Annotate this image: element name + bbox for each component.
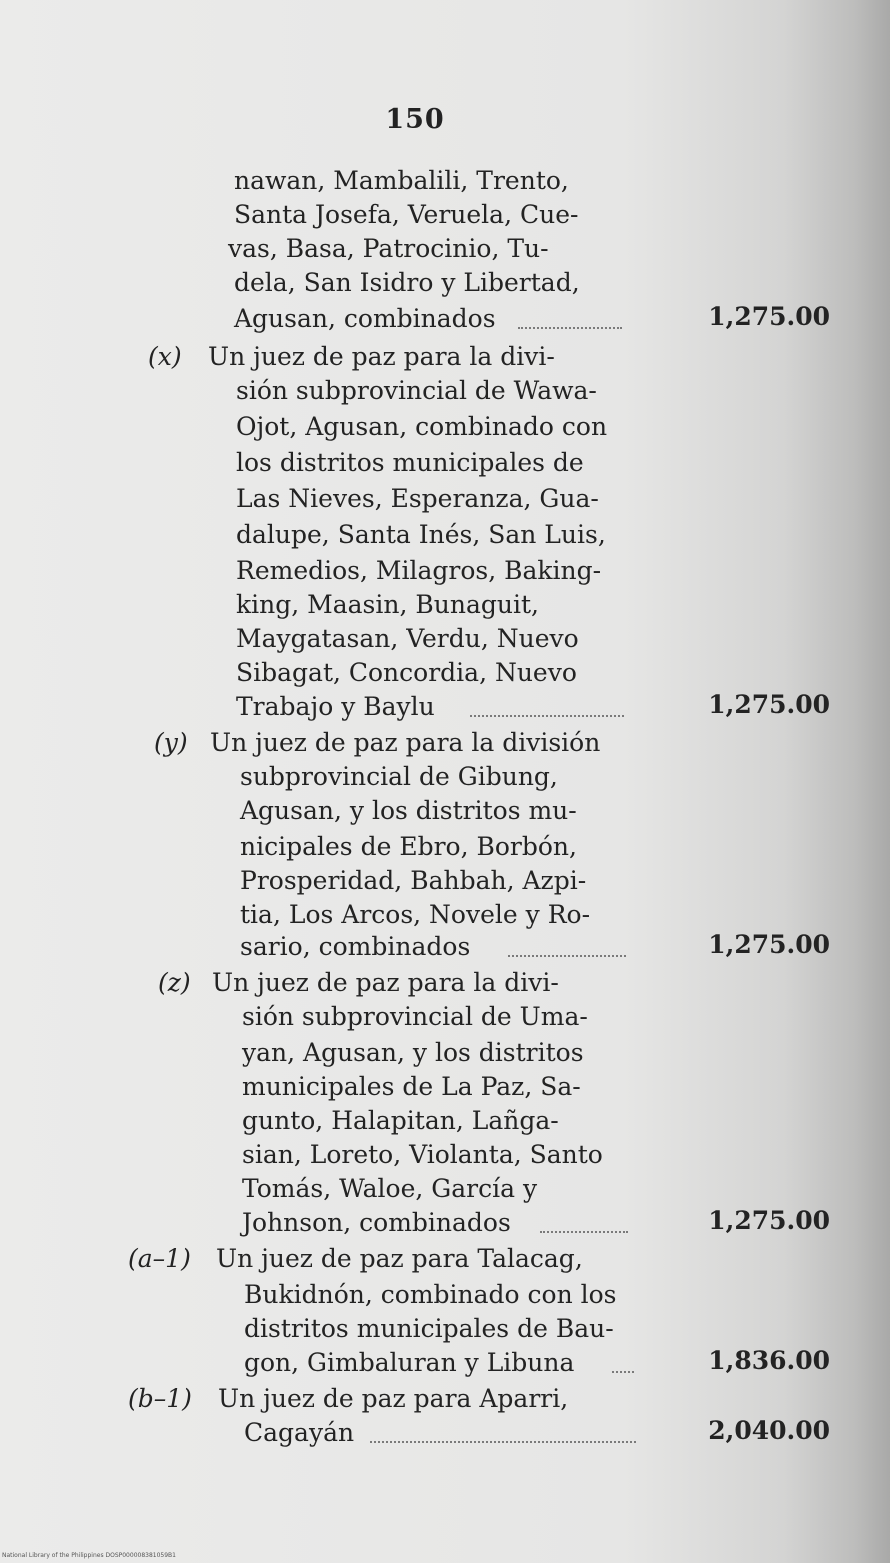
entry-line: Remedios, Milagros, Baking- xyxy=(236,556,602,585)
entry-line: gunto, Halapitan, Lañga- xyxy=(242,1106,559,1135)
leader-dots xyxy=(540,1231,628,1233)
entry-line: king, Maasin, Bunaguit, xyxy=(236,590,539,619)
entry-line: subprovincial de Gibung, xyxy=(240,762,558,791)
entry-line: Johnson, combinados xyxy=(242,1208,511,1237)
entry-line: Ojot, Agusan, combinado con xyxy=(236,412,608,441)
entry-line: sión subprovincial de Uma- xyxy=(242,1002,588,1031)
entry-amount: 1,275.00 xyxy=(708,930,830,959)
entry-line: nicipales de Ebro, Borbón, xyxy=(240,832,577,861)
entry-line: gon, Gimbaluran y Libuna xyxy=(244,1348,575,1377)
footer-credit: National Library of the Philippines DOSP000008381059B1 xyxy=(2,1552,176,1559)
entry-label: (a–1) xyxy=(128,1244,191,1273)
entry-line: Agusan, y los distritos mu- xyxy=(240,796,577,825)
entry-line: Bukidnón, combinado con los xyxy=(244,1280,617,1309)
entry-line: Agusan, combinados xyxy=(234,304,496,333)
entry-line: distritos municipales de Bau- xyxy=(244,1314,614,1343)
entry-line: Maygatasan, Verdu, Nuevo xyxy=(236,624,579,653)
entry-line: dalupe, Santa Inés, San Luis, xyxy=(236,520,606,549)
leader-dots xyxy=(370,1441,636,1443)
entry-line: Trabajo y Baylu xyxy=(236,692,435,721)
page-number: 150 xyxy=(385,104,445,135)
entry-label: (y) xyxy=(154,728,188,757)
entry-amount: 1,275.00 xyxy=(708,302,830,331)
entry-amount: 1,275.00 xyxy=(708,1206,830,1235)
entry-line: Un juez de paz para Talacag, xyxy=(216,1244,583,1273)
entry-line: Sibagat, Concordia, Nuevo xyxy=(236,658,577,687)
entry-line: Un juez de paz para la división xyxy=(210,728,601,757)
entry-amount: 1,275.00 xyxy=(708,690,830,719)
entry-line: Un juez de paz para la divi- xyxy=(212,968,559,997)
entry-label: (x) xyxy=(148,342,182,371)
entry-line: tia, Los Arcos, Novele y Ro- xyxy=(240,900,591,929)
leader-dots xyxy=(612,1371,634,1373)
entry-line: vas, Basa, Patrocinio, Tu- xyxy=(228,234,549,263)
entry-line: sario, combinados xyxy=(240,932,471,961)
entry-line: Tomás, Waloe, García y xyxy=(242,1174,538,1203)
entry-line: Las Nieves, Esperanza, Gua- xyxy=(236,484,599,513)
leader-dots xyxy=(470,715,624,717)
entry-line: sión subprovincial de Wawa- xyxy=(236,376,597,405)
entry-line: municipales de La Paz, Sa- xyxy=(242,1072,581,1101)
entry-amount: 1,836.00 xyxy=(708,1346,830,1375)
entry-line: Santa Josefa, Veruela, Cue- xyxy=(234,200,579,229)
leader-dots xyxy=(508,955,626,957)
entry-line: dela, San Isidro y Libertad, xyxy=(234,268,580,297)
entry-label: (b–1) xyxy=(128,1384,192,1413)
entry-line: nawan, Mambalili, Trento, xyxy=(234,166,569,195)
entry-line: Cagayán xyxy=(244,1418,355,1447)
entry-line: Un juez de paz para Aparri, xyxy=(218,1384,569,1413)
entry-label: (z) xyxy=(158,968,191,997)
entry-line: sian, Loreto, Violanta, Santo xyxy=(242,1140,603,1169)
leader-dots xyxy=(518,327,622,329)
entry-amount: 2,040.00 xyxy=(708,1416,830,1445)
entry-line: Un juez de paz para la divi- xyxy=(208,342,555,371)
entry-line: yan, Agusan, y los distritos xyxy=(242,1038,584,1067)
entry-line: Prosperidad, Bahbah, Azpi- xyxy=(240,866,587,895)
entry-line: los distritos municipales de xyxy=(236,448,584,477)
